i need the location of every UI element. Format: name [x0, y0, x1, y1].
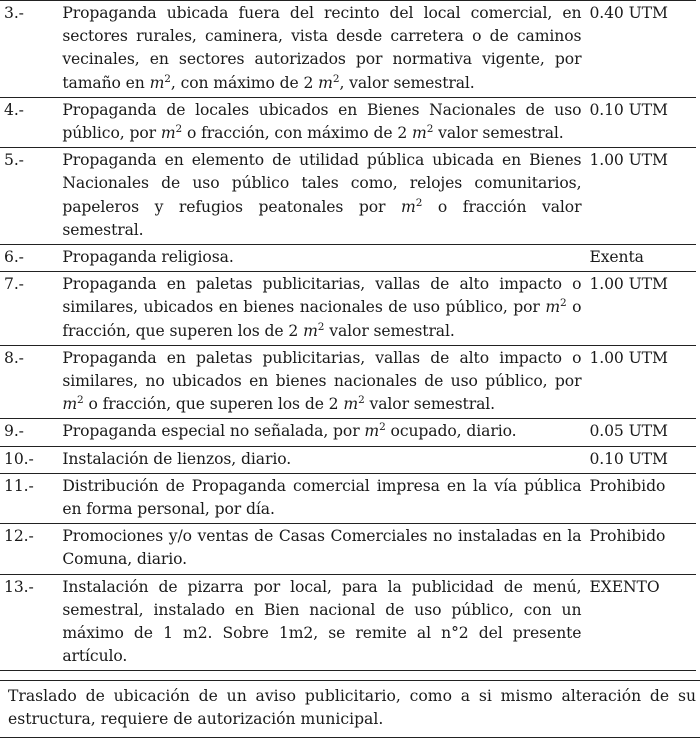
description-text: valor semestral. [433, 124, 564, 143]
row-description [58, 97, 585, 147]
row-value: Prohibido [585, 524, 696, 574]
unit-square-meter: $m^2$ [318, 72, 340, 92]
row-value: Exenta [585, 245, 696, 272]
row-value: 0.10 UTM [585, 446, 696, 473]
table-row [0, 473, 696, 523]
row-number: 8.- [0, 345, 58, 419]
description-text: o fracción, que superen los de 2 [62, 298, 582, 340]
row-description [58, 419, 585, 446]
unit-square-meter: $m^2$ [343, 394, 365, 414]
description-text: Promociones y/o ventas de Casas Comerciales no instaladas en la Comuna, diario. [62, 527, 582, 569]
row-value: EXENTO [585, 574, 696, 671]
description-text: valor semestral. [364, 395, 496, 414]
table-row [0, 148, 696, 245]
row-value: 0.05 UTM [585, 419, 696, 446]
description-text: Instalación de lienzos, diario. [62, 449, 292, 468]
description-text: valor semestral. [324, 321, 455, 340]
unit-square-meter: $m^2$ [401, 196, 423, 216]
row-number: 11.- [0, 473, 58, 523]
row-description [58, 245, 585, 272]
row-number: 13.- [0, 574, 58, 671]
footer-note: Traslado de ubicación de un aviso publicitario, como a si mismo alteración de su estructura, requiere de autorización municipal. [0, 680, 700, 738]
table-row [0, 1, 696, 98]
description-text: Propaganda ubicada fuera del recinto del local comercial, en sectores rurales, caminera, vista desde carretera o de caminos vecinales, en sectores autorizados por normativa vigente, por tamaño en [62, 4, 582, 92]
table-row [0, 345, 696, 419]
table-row [0, 97, 696, 147]
table-row [0, 524, 696, 574]
description-text: Instalación de pizarra por local, para la publicidad de menú, semestral, instalado en Bien nacional de uso público, con un máximo de 1 m2. Sobre 1m2, se remite al n°2 del presente artículo. [62, 577, 582, 666]
description-text: , con máximo de 2 [170, 73, 319, 92]
table-row [0, 446, 696, 473]
unit-square-meter: $m^2$ [160, 122, 183, 143]
row-value: 0.40 UTM [585, 1, 696, 98]
description-text: o fracción valor semestral. [62, 197, 582, 239]
row-number: 6.- [0, 245, 58, 272]
row-number: 7.- [0, 272, 58, 346]
description-text: o fracción, que superen los de 2 [83, 395, 344, 414]
row-description [58, 524, 585, 574]
row-description [58, 272, 585, 346]
row-value: 1.00 UTM [585, 345, 696, 419]
row-number: 10.- [0, 446, 58, 473]
description-text: Distribución de Propaganda comercial impresa en la vía pública en forma personal, por día. [62, 476, 582, 519]
row-value: Prohibido [585, 473, 696, 523]
row-description [58, 148, 585, 245]
table-row [0, 245, 696, 272]
row-description [58, 574, 585, 671]
description-text: Propaganda en elemento de utilidad pública ubicada en Bienes Nacionales de uso público tales como, relojes comunitarios, papeleros y refugios peatonales por [62, 151, 582, 216]
description-text: ocupado, diario. [385, 422, 517, 441]
table-row [0, 419, 696, 446]
row-description [58, 446, 585, 473]
description-text: o fracción, con máximo de 2 [182, 124, 412, 143]
description-text: Propaganda especial no señalada, por [62, 422, 365, 441]
table-row [0, 272, 696, 346]
row-number: 9.- [0, 419, 58, 446]
row-number: 5.- [0, 148, 58, 245]
row-description [58, 1, 585, 98]
description-text: Propaganda de locales ubicados en Bienes Nacionales de uso público, por [62, 100, 582, 143]
row-value: 1.00 UTM [585, 272, 696, 346]
description-text: Propaganda en paletas publicitarias, vallas de alto impacto o similares, no ubicados en bienes nacionales de uso público, por [62, 348, 582, 391]
unit-square-meter: $m^2$ [545, 297, 567, 317]
unit-square-meter: $m^2$ [149, 72, 171, 92]
row-description [58, 473, 585, 523]
row-value: 1.00 UTM [585, 148, 696, 245]
unit-square-meter: $m^2$ [412, 122, 434, 143]
row-number: 3.- [0, 1, 58, 98]
row-number: 12.- [0, 524, 58, 574]
unit-square-meter: $m^2$ [303, 320, 325, 340]
table-row [0, 574, 696, 671]
tariff-table-body [0, 1, 696, 671]
description-text: , valor semestral. [339, 73, 475, 92]
description-text: Propaganda en paletas publicitarias, vallas de alto impacto o similares, ubicados en bienes nacionales de uso público, por [62, 275, 582, 317]
description-text: Propaganda religiosa. [62, 248, 234, 267]
unit-square-meter: $m^2$ [364, 421, 386, 441]
row-description [58, 345, 585, 419]
row-value: 0.10 UTM [585, 97, 696, 147]
row-number: 4.- [0, 97, 58, 147]
unit-square-meter: $m^2$ [62, 394, 84, 414]
